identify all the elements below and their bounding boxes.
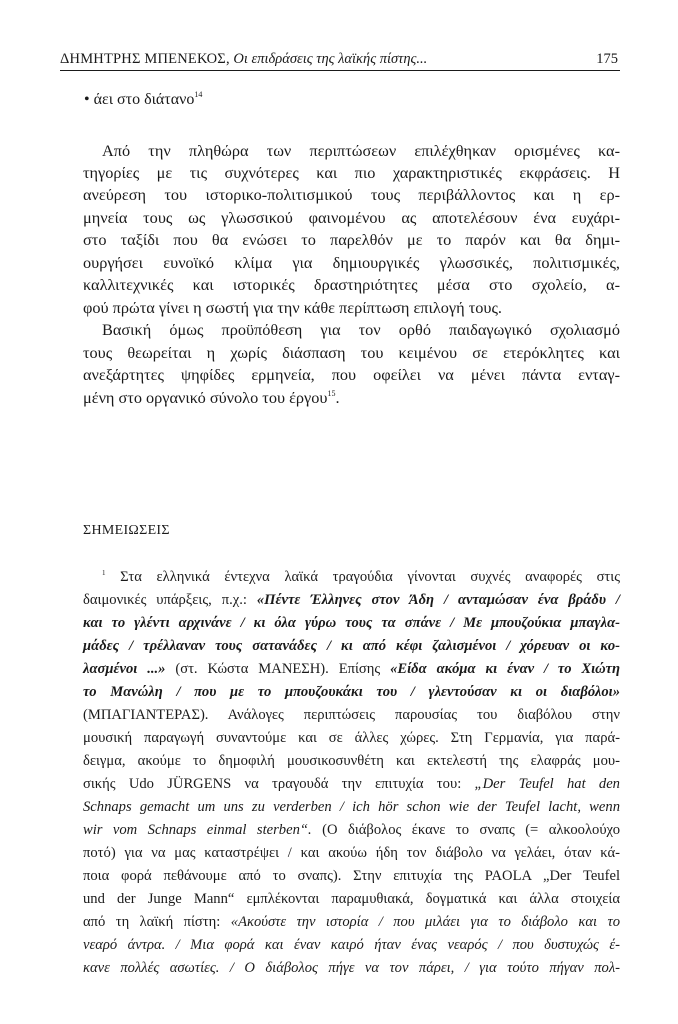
- footnote-line: ποια φορά πεθάνουμε από το σναπς). Στην επιτυχία της PAOLA „Der Teufel: [83, 868, 620, 884]
- header-author: ΔΗΜΗΤΡΗΣ ΜΠΕΝΕΚΟΣ,: [60, 51, 230, 67]
- body-line: μηνεία τους ως γλωσσικού φαινομένου ας αποτελέσουν ένα ευχάρι-: [83, 208, 620, 227]
- footnote-line: (ΜΠΑΓΙΑΝΤΕΡΑΣ). Ανάλογες περιπτώσεις παρουσίας του διαβόλου στην: [83, 707, 620, 723]
- footnote-line: δαιμονικές υπάρξεις, π.χ.: «Πέντε Έλληνες στον Άδη / ανταμώσαν ένα βράδυ /: [83, 592, 620, 608]
- footnote-ref-15: 15: [327, 389, 336, 398]
- footnote-line: ποτό) για να μας καταστρέψει / και ακούω ήδη τον διάβολο να γελάει, όταν κά-: [83, 845, 620, 861]
- page-number: 175: [596, 51, 618, 67]
- footnote-line: $^1$ Στα ελληνικά έντεχνα λαϊκά τραγούδια γίνονται συχνές αναφορές στις: [102, 569, 621, 585]
- footnote-line: μάδες / τρέλλαναν τους σατανάδες / κι από κέφι ζαλισμένοι / χόρευαν οι κο-: [83, 638, 620, 654]
- footnote-line: wir vom Schnaps einmal sterben“. (Ο διάβολος έκανε το σναπς (= αλκοολούχο: [83, 822, 620, 838]
- running-header: [60, 48, 620, 71]
- body-line: ανεύρεση του ιστορικο-πολιτισμικού τους περιβάλλοντος και η ερ-: [83, 185, 620, 204]
- body-line: φού πρώτα γίνει η σωστή για την κάθε περίπτωση επιλογή τους.: [83, 298, 502, 317]
- body-line: τους θεωρείται η χωρίς διάσπαση του κειμένου σε ετερόκλητες και: [83, 343, 620, 362]
- body-line: στο ταξίδι που θα ενώσει το παρελθόν με το παρόν και θα δημι-: [83, 230, 620, 249]
- body-line: Από την πληθώρα των περιπτώσεων επιλέχθηκαν ορισμένες κα-: [102, 141, 620, 160]
- footnote-number: 1: [102, 569, 106, 577]
- footnote-line: κανε πολλές ασωτίες. / Ο διάβολος πήγε να τον πάρει, / για τούτο πήγαν πολ-: [83, 960, 620, 976]
- body-line: ουργήσει ευνοϊκό κλίμα για δημιουργικές γλωσσικές, πολιτισμικές,: [83, 253, 620, 272]
- footnote-ref-14: 14: [194, 90, 203, 99]
- footnote-line: και το γλέντι αρχινάνε / κι όλα γύρω τους τα σπάνε / Με μπουζούκια μπαγλα-: [83, 615, 620, 631]
- header-title: Οι επιδράσεις της λαϊκής πίστης...: [233, 51, 428, 67]
- body-line: Βασική όμως προϋπόθεση για τον ορθό παιδαγωγικό σχολιασμό: [102, 320, 620, 339]
- footnote-line: το Μανώλη / που με το μπουζουκάκι του / γλεντούσαν κι οι διαβόλοι»: [83, 684, 620, 700]
- notes-heading: ΣΗΜΕΙΩΣΕΙΣ: [83, 523, 170, 538]
- bullet-item: [84, 90, 202, 110]
- footnote-line: δειγμα, ακούμε το δημοφιλή μουσικοσυνθέτη και εκτελεστή της ελαφράς μου-: [83, 753, 620, 769]
- body-line: τηγορίες με τις συχνότερες και πιο χαρακτηριστικές εκφράσεις. Η: [83, 163, 620, 182]
- footnote-line: μουσική παραγωγή συναντούμε και σε άλλες χώρες. Στη Γερμανία, για παρά-: [83, 730, 620, 746]
- body-line: ανεξάρτητες ψηφίδες ερμηνεία, που οφείλει να μένει πάντα ενταγ-: [83, 365, 620, 384]
- footnote-line: νεαρό άντρα. / Μια φορά και έναν καιρό ήταν ένας νεαρός / που δυστυχώς έ-: [83, 937, 620, 953]
- bullet-text: • άει στο διάτανο: [84, 91, 195, 108]
- body-line: καλλιτεχνικές και ιστορικές δραστηριότητες μέσα στο σχολείο, α-: [83, 275, 620, 294]
- body-line-last: μένη στο οργανικό σύνολο του έργου$^{15}$.: [83, 388, 340, 407]
- footnote-line: λασμένοι ...» (στ. Κώστα ΜΑΝΕΣΗ). Επίσης «Είδα ακόμα κι έναν / το Χιώτη: [83, 661, 620, 677]
- footnote-line: Schnaps gemacht um uns zu verderben / ich hör schon wie der Teufel lacht, wenn: [83, 799, 620, 815]
- footnote-line: σικής Udo JÜRGENS να τραγουδά την επιτυχία του: „Der Teufel hat den: [83, 776, 620, 792]
- footnote-line: und der Junge Mann“ εμπλέκονται παραμυθιακά, δογματικά και άλλα στοιχεία: [83, 891, 620, 907]
- footnote-line: από τη λαϊκή πίστη: «Ακούστε την ιστορία / που μιλάει για το διάβολο και το: [83, 914, 621, 930]
